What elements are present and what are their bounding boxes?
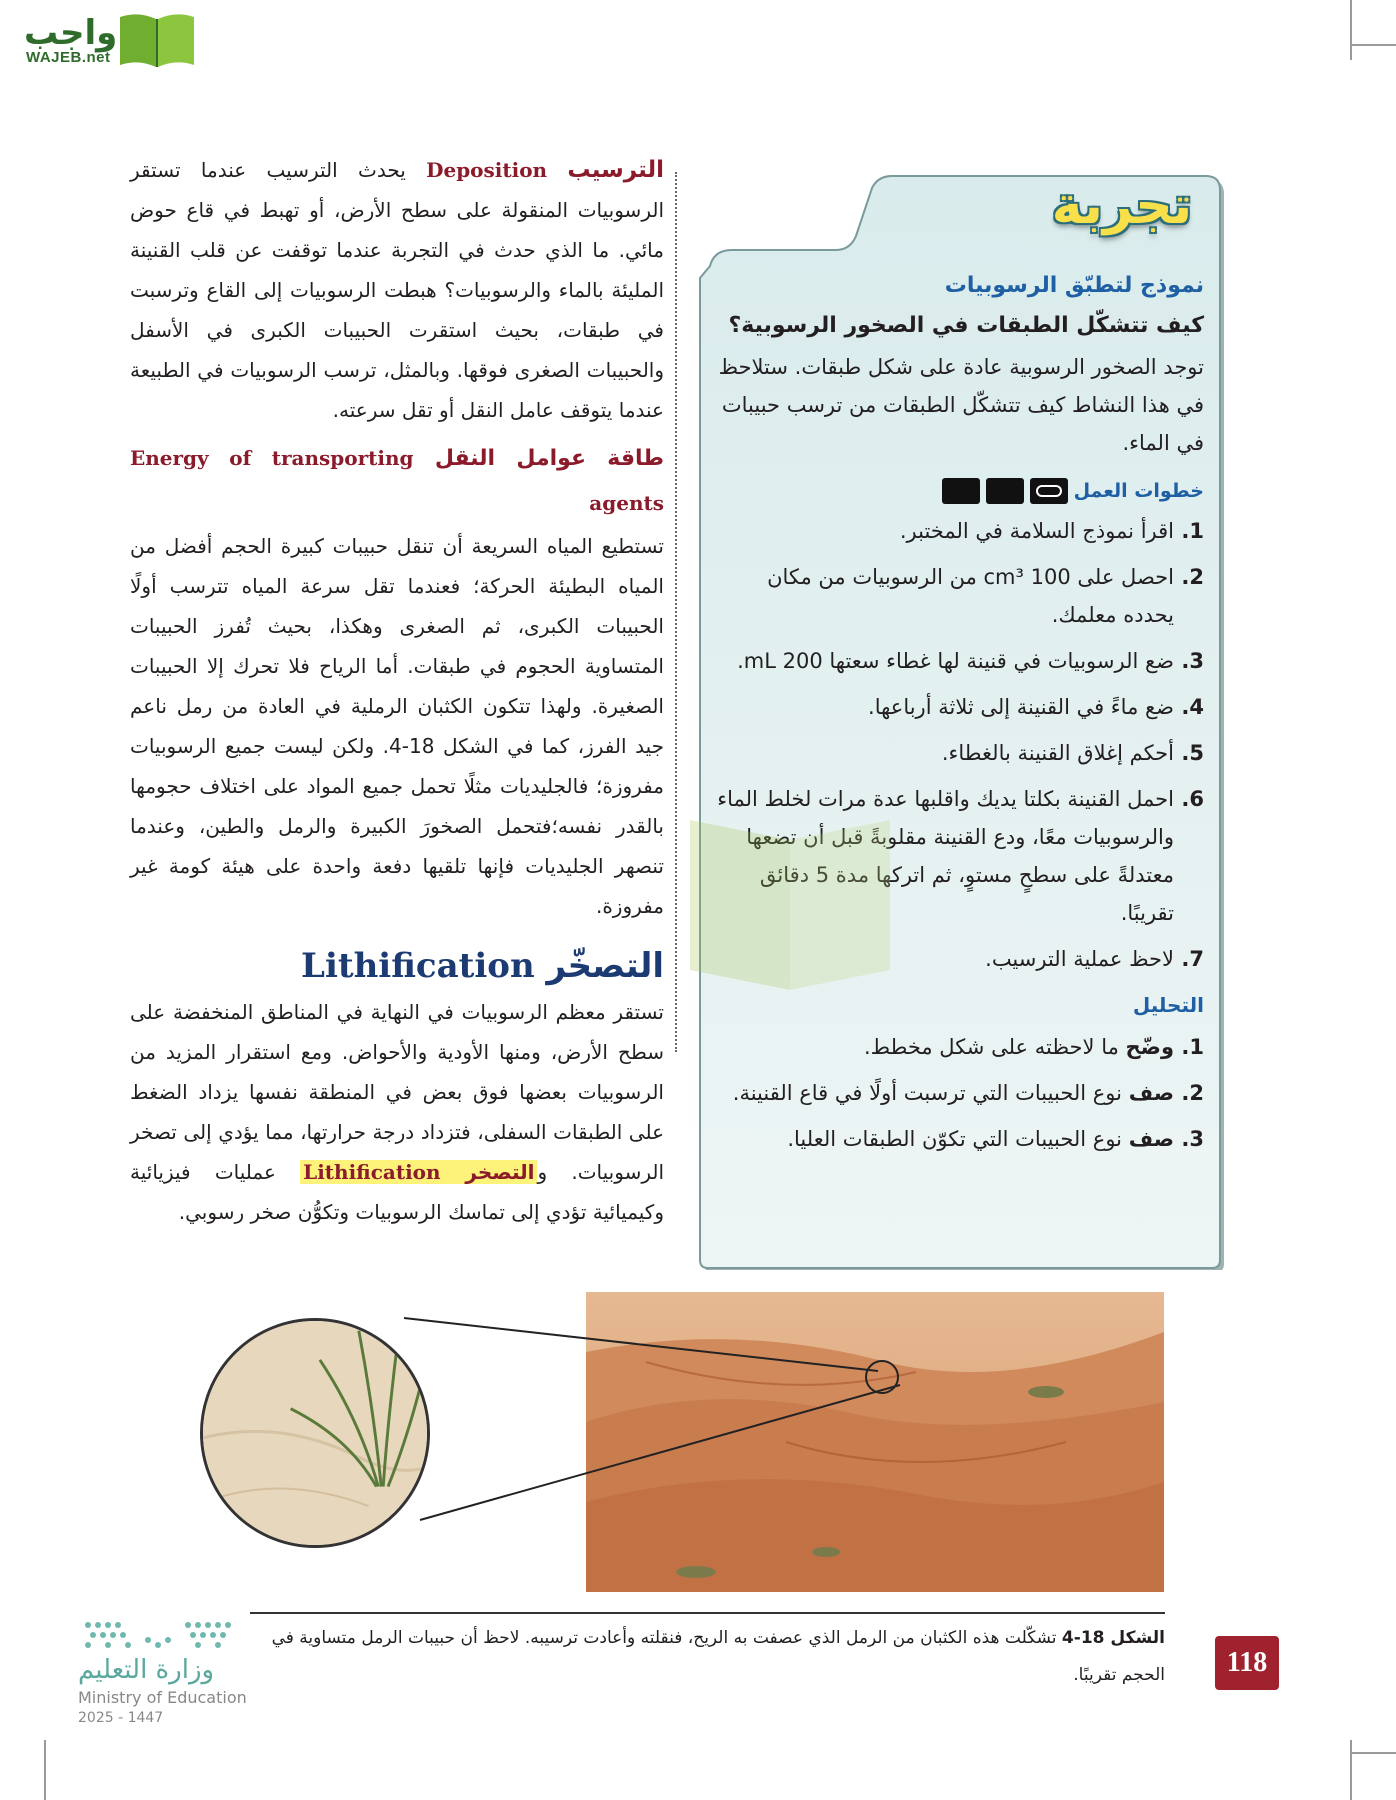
- analysis-lead: وضّح: [1125, 1035, 1174, 1059]
- experiment-box: [692, 170, 1228, 1270]
- step-text: احصل على 100 cm³ من الرسوبيات من مكان يحدده معلمك.: [767, 565, 1174, 627]
- book-icon: [116, 7, 198, 71]
- ministry-year: 2025 - 1447: [78, 1710, 164, 1726]
- lithification-text-2: عمليات فيزيائية وكيميائية تؤدي إلى تماسك الرسوبيات وتكوُّن صخر رسوبي.: [130, 1160, 664, 1224]
- lithification-heading-ar: التصخّر: [546, 946, 664, 986]
- energy-heading-ar: طاقة عوامل النقل: [434, 446, 664, 471]
- figure-caption-text: تشكّلت هذه الكثبان من الرمل الذي عصفت به الريح، فنقلته وأعادت ترسيبه. لاحظ أن حبيبات الرمل متساوية في الحجم تقريبًا.: [271, 1628, 1165, 1685]
- step-number: 4.: [1181, 695, 1204, 719]
- analysis-lead: صف: [1128, 1127, 1174, 1151]
- experiment-subtitle: نموذج لتطبّق الرسوبيات: [944, 273, 1204, 298]
- deposition-term-ar: الترسيب: [567, 157, 664, 183]
- logo-word: واجب: [24, 13, 118, 53]
- lithification-heading-en: Lithification: [301, 946, 535, 986]
- steps-heading: [716, 474, 1204, 508]
- deposition-text: يحدث الترسيب عندما تستقر الرسوبيات المنقولة على سطح الأرض، أو تهبط في قاع حوض مائي. ما الذي حدث في التجربة عندما توقفت عن قلب القنينة المليئة بالماء والرسوبيات؟ هبطت الرسوبيات إلى القاع وترسبت في طبقات، بحيث استقرت الحبيبات الكبرى في الأسفل والحبيبات الصغرى فوقها. وبالمثل، ترسب الرسوبيات في الطبيعة عندما يتوقف عامل النقل أو تقل سرعته.: [130, 158, 664, 422]
- step-text: ضع ماءً في القنينة إلى ثلاثة أرباعها.: [868, 695, 1174, 719]
- step-text: لاحظ عملية الترسيب.: [985, 947, 1174, 971]
- energy-heading: [130, 436, 664, 526]
- clothing-safety-icon: [986, 478, 1024, 504]
- energy-paragraph: تستطيع المياه السريعة أن تنقل حبيبات كبيرة الحجم أفضل من المياه البطيئة الحركة؛ فعندما تقل سرعة المياه تترسب أولًا الحبيبات الكبرى، ثم الصغرى وهكذا، بحيث تُفرز الحبيبات المتساوية الحجوم في طبقات. أما الرياح فلا تحرك إلا الحبيبات الصغيرة. ولهذا تتكون الكثبان الرملية في العادة من رمل ناعم جيد الفرز، كما في الشكل 18-4. ولكن ليست جميع الرسوبيات مفروزة؛ فالجليديات مثلًا تحمل جميع المواد على اختلاف حجومها بالقدر نفسه؛فتحمل الصخورَ الكبيرة والرمل والطين، وعندما تنصهر الجليديات فإنها تلقيها دفعة واحدة على هيئة كومة غير مفروزة.: [130, 534, 664, 918]
- step-item: [716, 642, 1204, 680]
- analysis-lead: صف: [1128, 1081, 1174, 1105]
- experiment-content: [716, 266, 1204, 1166]
- lithification-term-ar: التصخر: [465, 1160, 535, 1184]
- step-item: [716, 734, 1204, 772]
- experiment-badge: تجربة: [1051, 176, 1193, 236]
- deposition-paragraph: [130, 150, 664, 430]
- ministry-name-ar: وزارة التعليم: [78, 1655, 215, 1685]
- lithification-text-1: تستقر معظم الرسوبيات في النهاية في المناطق المنخفضة على سطح الأرض، ومنها الأودية والأحواض. ومع استقرار المزيد من الرسوبيات بعضها فوق بعض في المنطقة نفسها يزداد الضغط على الطبقات السفلى، فتزداد درجة حرارتها، مما يؤدي إلى تصخر الرسوبيات. و: [130, 1000, 665, 1184]
- analysis-number: 2.: [1181, 1081, 1204, 1105]
- page-number: 118: [1215, 1636, 1279, 1690]
- energy-heading-en: Energy of transporting agents: [130, 446, 664, 515]
- step-number: 3.: [1181, 649, 1204, 673]
- logo-sub: WAJEB.net: [26, 49, 111, 66]
- step-item: [716, 780, 1204, 932]
- lithification-term-en: Lithification: [303, 1160, 441, 1184]
- steps-list: [716, 512, 1204, 978]
- lithification-paragraph: [130, 992, 664, 1232]
- step-item: [716, 558, 1204, 634]
- step-number: 2.: [1181, 565, 1204, 589]
- lithification-term: [300, 1160, 537, 1184]
- analysis-item: [716, 1074, 1204, 1112]
- analysis-text: نوع الحبيبات التي تكوّن الطبقات العليا.: [787, 1127, 1129, 1151]
- ministry-name-en: Ministry of Education: [78, 1688, 247, 1707]
- step-text: احمل القنينة بكلتا يديك واقلبها عدة مرات لخلط الماء والرسوبيات معًا، ودع القنينة مقلوبةً قبل أن تضعها معتدلةً على سطحٍ مستوٍ، ثم اتركها مدة 5 دقائق تقريبًا.: [717, 787, 1174, 925]
- step-number: 6.: [1181, 787, 1204, 811]
- step-text: ضع الرسوبيات في قنينة لها غطاء سعتها 200 mL.: [737, 649, 1174, 673]
- left-column: [130, 150, 664, 1232]
- figure-label: الشكل 18-4: [1061, 1628, 1165, 1648]
- step-item: [716, 940, 1204, 978]
- analysis-item: [716, 1028, 1204, 1066]
- step-number: 1.: [1181, 519, 1204, 543]
- deposition-term-en: Deposition: [426, 158, 548, 182]
- experiment-intro: توجد الصخور الرسوبية عادة على شكل طبقات. ستلاحظ في هذا النشاط كيف تتشكّل الطبقات من ترسب حبيبات في الماء.: [718, 355, 1204, 455]
- step-number: 5.: [1181, 741, 1204, 765]
- step-item: [716, 688, 1204, 726]
- step-text: أحكم إغلاق القنينة بالغطاء.: [941, 741, 1174, 765]
- figure-caption: [250, 1620, 1165, 1694]
- sand-closeup-circle: [200, 1318, 430, 1548]
- desert-dunes-photo: [586, 1292, 1164, 1592]
- analysis-text: ما لاحظته على شكل مخطط.: [863, 1035, 1126, 1059]
- analysis-number: 1.: [1181, 1035, 1204, 1059]
- wajeb-logo: [12, 5, 192, 69]
- step-number: 7.: [1181, 947, 1204, 971]
- steps-heading-label: خطوات العمل: [1073, 480, 1204, 502]
- lithification-heading: [130, 940, 664, 992]
- experiment-question: كيف تتشكّل الطبقات في الصخور الرسوبية؟: [728, 313, 1204, 338]
- analysis-number: 3.: [1181, 1127, 1204, 1151]
- goggles-safety-icon: [1030, 478, 1068, 504]
- caption-rule: [250, 1612, 1165, 1614]
- analysis-heading: التحليل: [1132, 993, 1204, 1017]
- analysis-list: [716, 1028, 1204, 1158]
- analysis-text: نوع الحبيبات التي ترسبت أولًا في قاع القنينة.: [732, 1081, 1129, 1105]
- step-text: اقرأ نموذج السلامة في المختبر.: [899, 519, 1174, 543]
- step-item: [716, 512, 1204, 550]
- column-divider: [675, 172, 677, 1052]
- analysis-item: [716, 1120, 1204, 1158]
- handwash-safety-icon: [942, 478, 980, 504]
